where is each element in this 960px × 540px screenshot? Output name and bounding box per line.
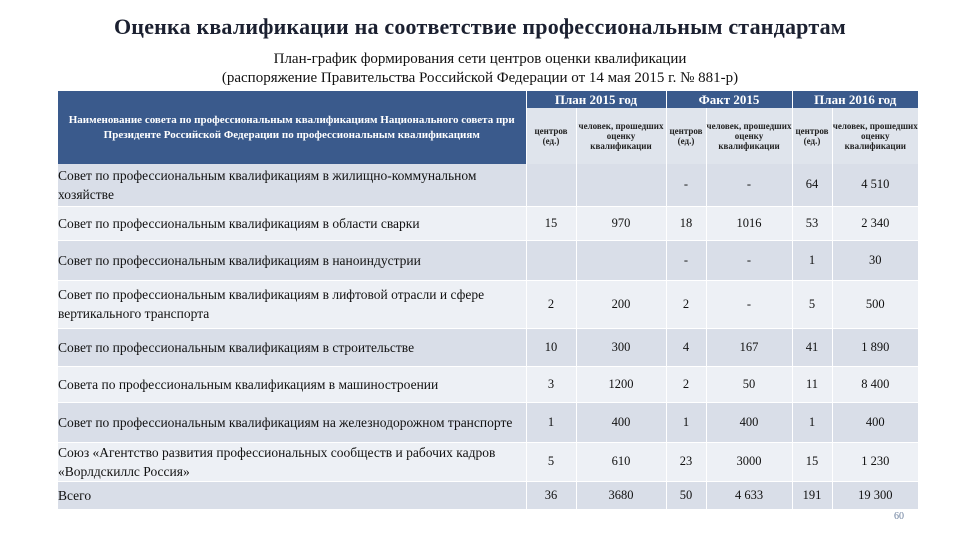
council-name: Совета по профессиональным квалификациям в машиностроении — [58, 366, 526, 402]
plan-2016-people: 400 — [832, 402, 918, 442]
council-name: Союз «Агентство развития профессиональных сообществ и рабочих кадров «Ворлдскиллс Россия» — [58, 442, 526, 481]
table-row — [58, 442, 918, 481]
plan-2016-centers: 1 — [792, 240, 832, 280]
council-name: Совет по профессиональным квалификациям в строительстве — [58, 328, 526, 366]
plan-2016-people: 1 230 — [832, 442, 918, 481]
fact-2015-header: Факт 2015 — [666, 91, 792, 108]
fact-2015-people: - — [706, 240, 792, 280]
people-subheader: человек, прошедших оценку квалификации — [706, 108, 792, 164]
plan-2016-centers: 5 — [792, 280, 832, 328]
council-name: Совет по профессиональным квалификациям в лифтовой отрасли и сфере вертикального транспорта — [58, 280, 526, 328]
plan-2015-centers — [526, 164, 576, 206]
plan-2015-people: 300 — [576, 328, 666, 366]
page-number: 60 — [894, 511, 904, 522]
plan-2016-people: 1 890 — [832, 328, 918, 366]
fact-2015-people: 167 — [706, 328, 792, 366]
fact-2015-people: 1016 — [706, 206, 792, 240]
fact-2015-centers: 4 — [666, 328, 706, 366]
council-name: Совет по профессиональным квалификациям в области сварки — [58, 206, 526, 240]
table-row — [58, 240, 918, 280]
plan-2016-people: 4 510 — [832, 164, 918, 206]
plan-2015-header: План 2015 год — [526, 91, 666, 108]
plan-2016-centers-total: 191 — [792, 481, 832, 509]
plan-2015-centers: 5 — [526, 442, 576, 481]
plan-2016-people-total: 19 300 — [832, 481, 918, 509]
plan-2015-people: 400 — [576, 402, 666, 442]
council-name: Совет по профессиональным квалификациям в жилищно-коммунальном хозяйстве — [58, 164, 526, 206]
fact-2015-centers: 1 — [666, 402, 706, 442]
subtitle-line-2: (распоряжение Правительства Российской Федерации от 14 мая 2015 г. № 881-р) — [221, 70, 739, 86]
plan-2015-people: 610 — [576, 442, 666, 481]
plan-2016-centers: 15 — [792, 442, 832, 481]
qualification-table — [58, 91, 918, 510]
fact-2015-centers: 2 — [666, 366, 706, 402]
council-name: Совет по профессиональным квалификациям на железнодорожном транспорте — [58, 402, 526, 442]
fact-2015-people-total: 4 633 — [706, 481, 792, 509]
plan-2015-people — [576, 164, 666, 206]
plan-2016-people: 2 340 — [832, 206, 918, 240]
plan-2016-centers: 1 — [792, 402, 832, 442]
plan-2015-people — [576, 240, 666, 280]
plan-2015-centers: 2 — [526, 280, 576, 328]
centers-subheader: центров (ед.) — [666, 108, 706, 164]
page-title: Оценка квалификации на соответствие профессиональным стандартам — [114, 14, 846, 39]
plan-2016-centers: 41 — [792, 328, 832, 366]
plan-2015-centers: 3 — [526, 366, 576, 402]
plan-2016-centers: 64 — [792, 164, 832, 206]
plan-2015-centers: 1 — [526, 402, 576, 442]
centers-subheader: центров (ед.) — [526, 108, 576, 164]
centers-subheader: центров (ед.) — [792, 108, 832, 164]
subtitle — [0, 50, 960, 88]
plan-2016-header: План 2016 год — [792, 91, 918, 108]
fact-2015-people: 400 — [706, 402, 792, 442]
plan-2015-people: 970 — [576, 206, 666, 240]
plan-2015-centers: 15 — [526, 206, 576, 240]
council-name-header: Наименование совета по профессиональным квалификациям Национального совета при Президенте Российской Федерации по профессиональным квалификациям — [58, 91, 526, 164]
plan-2015-centers-total: 36 — [526, 481, 576, 509]
table-row — [58, 402, 918, 442]
fact-2015-centers: - — [666, 240, 706, 280]
plan-2015-people: 200 — [576, 280, 666, 328]
fact-2015-people: 50 — [706, 366, 792, 402]
plan-2016-centers: 53 — [792, 206, 832, 240]
subtitle-line-1: План-график формирования сети центров оценки квалификации — [273, 51, 687, 67]
council-name: Совет по профессиональным квалификациям в наноиндустрии — [58, 240, 526, 280]
total-label: Всего — [58, 481, 526, 509]
fact-2015-people: 3000 — [706, 442, 792, 481]
plan-2016-people: 30 — [832, 240, 918, 280]
plan-2016-centers: 11 — [792, 366, 832, 402]
table-row — [58, 206, 918, 240]
plan-2016-people: 500 — [832, 280, 918, 328]
plan-2015-people-total: 3680 — [576, 481, 666, 509]
fact-2015-centers: - — [666, 164, 706, 206]
people-subheader: человек, прошедших оценку квалификации — [832, 108, 918, 164]
fact-2015-centers: 18 — [666, 206, 706, 240]
table-row — [58, 164, 918, 206]
fact-2015-people: - — [706, 164, 792, 206]
plan-2015-centers — [526, 240, 576, 280]
table-row-total — [58, 481, 918, 509]
fact-2015-centers: 2 — [666, 280, 706, 328]
table-row — [58, 280, 918, 328]
plan-2015-centers: 10 — [526, 328, 576, 366]
plan-2015-people: 1200 — [576, 366, 666, 402]
fact-2015-centers-total: 50 — [666, 481, 706, 509]
table-row — [58, 366, 918, 402]
plan-2016-people: 8 400 — [832, 366, 918, 402]
fact-2015-centers: 23 — [666, 442, 706, 481]
table-row — [58, 328, 918, 366]
fact-2015-people: - — [706, 280, 792, 328]
people-subheader: человек, прошедших оценку квалификации — [576, 108, 666, 164]
